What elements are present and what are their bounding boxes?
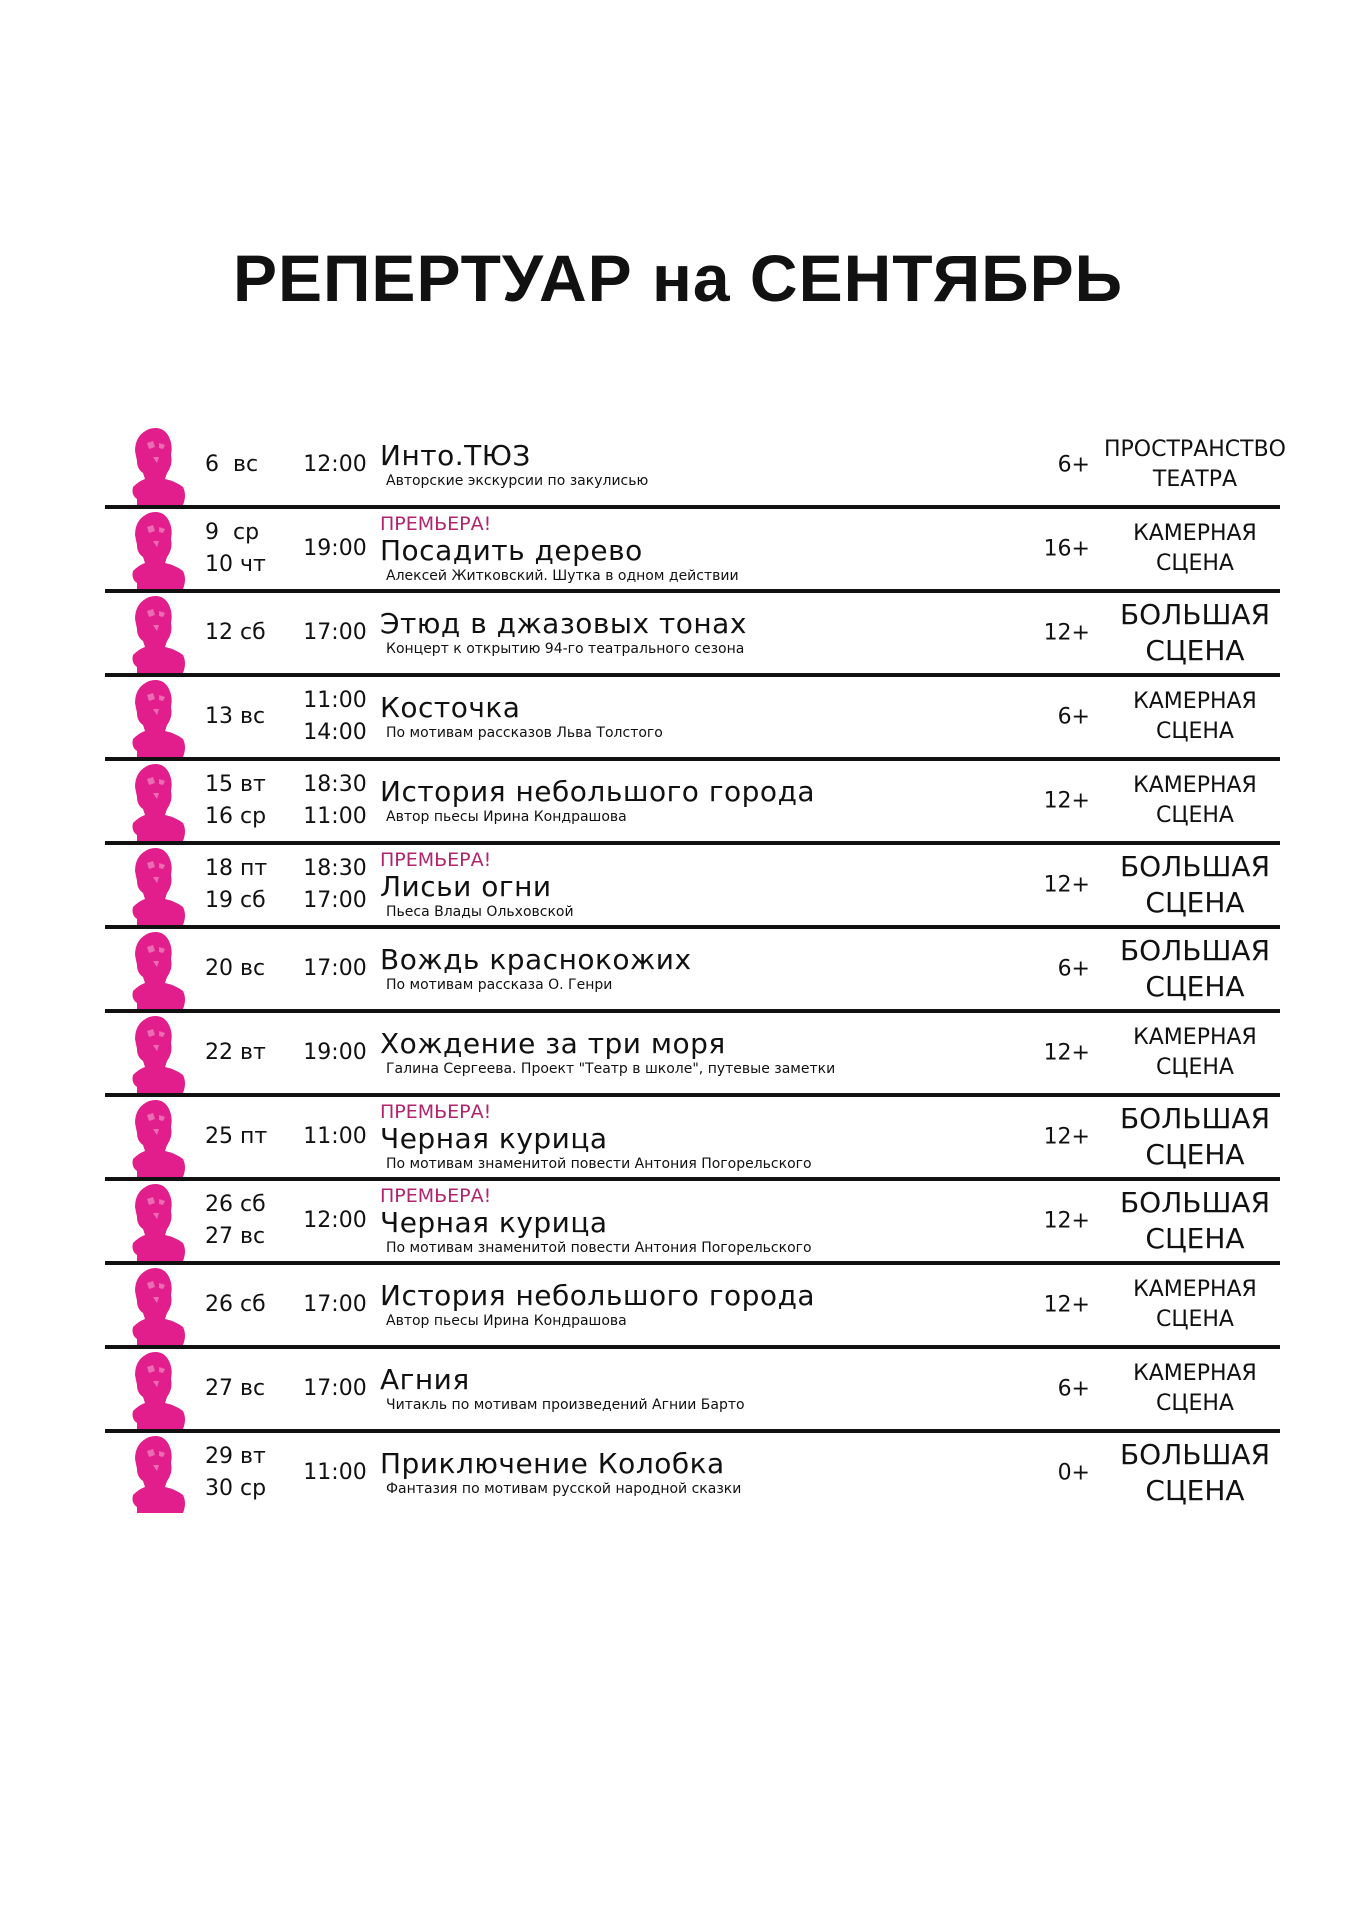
event-title-block	[380, 1364, 1030, 1414]
event-times	[290, 953, 380, 985]
show-title: Хождение за три моря	[380, 1027, 726, 1060]
event-date: 27 вс	[205, 1376, 266, 1401]
show-subtitle: Авторские экскурсии по закулисью	[386, 473, 649, 489]
event-time: 12:00	[303, 1208, 367, 1233]
age-rating: 6+	[1057, 704, 1090, 730]
bust-icon	[113, 925, 195, 1009]
bust-icon	[113, 1345, 195, 1429]
show-title: Вождь краснокожих	[380, 943, 692, 976]
event-title-block	[380, 1101, 1030, 1173]
event-row	[105, 1097, 1280, 1181]
event-dates	[205, 1037, 290, 1069]
event-date: 10 чт	[205, 552, 266, 577]
show-subtitle: Концерт к открытию 94-го театрального сезона	[386, 641, 745, 657]
venue-line: БОЛЬШАЯ	[1119, 934, 1271, 967]
show-title: Черная курица	[380, 1122, 608, 1155]
page-title: РЕПЕРТУАР на СЕНТЯБРЬ	[232, 241, 1124, 315]
event-time: 18:30	[303, 772, 367, 797]
event-date: 12 сб	[205, 620, 266, 645]
premiere-badge: ПРЕМЬЕРА!	[380, 1185, 492, 1207]
venue-line: БОЛЬШАЯ	[1119, 1186, 1271, 1219]
venue-line: КАМЕРНАЯ	[1133, 521, 1257, 546]
show-subtitle: По мотивам рассказа О. Генри	[386, 977, 613, 993]
venue-line: КАМЕРНАЯ	[1133, 773, 1257, 798]
show-title: Лисьи огни	[380, 870, 552, 903]
venue-line: СЦЕНА	[1156, 1055, 1234, 1080]
event-row	[105, 1013, 1280, 1097]
venue-line: ТЕАТРА	[1152, 467, 1238, 492]
event-title-block	[380, 1185, 1030, 1257]
event-dates	[205, 853, 290, 917]
age-rating: 6+	[1057, 452, 1090, 478]
bust-icon	[113, 1093, 195, 1177]
venue-line: СЦЕНА	[1145, 634, 1245, 667]
age-rating: 6+	[1057, 1376, 1090, 1402]
show-title: История небольшого города	[380, 1279, 816, 1312]
show-subtitle: По мотивам знаменитой повести Антония Погорельского	[386, 1240, 812, 1256]
age-rating: 12+	[1043, 1124, 1090, 1150]
venue-line: КАМЕРНАЯ	[1133, 689, 1257, 714]
venue-line: СЦЕНА	[1145, 1222, 1245, 1255]
venue	[1095, 771, 1295, 831]
venue	[1095, 687, 1295, 747]
show-subtitle: Алексей Житковский. Шутка в одном действии	[386, 568, 739, 584]
bust-icon	[113, 421, 195, 505]
show-title: Инто.ТЮЗ	[380, 439, 531, 472]
event-dates	[205, 1189, 290, 1253]
age-rating: 12+	[1043, 1040, 1090, 1066]
venue	[1095, 1185, 1295, 1257]
show-title: История небольшого города	[380, 775, 816, 808]
event-dates	[205, 449, 290, 481]
show-title: Косточка	[380, 691, 521, 724]
event-time: 12:00	[303, 452, 367, 477]
event-row	[105, 845, 1280, 929]
bust-icon	[113, 1261, 195, 1345]
venue-line: БОЛЬШАЯ	[1119, 1438, 1271, 1471]
event-date: 18 пт	[205, 856, 268, 881]
show-title: Приключение Колобка	[380, 1447, 725, 1480]
venue	[1095, 435, 1295, 495]
venue	[1095, 1359, 1295, 1419]
age-rating: 6+	[1057, 956, 1090, 982]
event-title-block	[380, 513, 1030, 585]
age-rating: 16+	[1043, 536, 1090, 562]
event-row	[105, 1265, 1280, 1349]
event-date: 13 вс	[205, 704, 266, 729]
show-subtitle: Пьеса Влады Ольховской	[386, 904, 574, 920]
premiere-badge: ПРЕМЬЕРА!	[380, 513, 492, 535]
event-dates	[205, 617, 290, 649]
show-subtitle: Читакль по мотивам произведений Агнии Барто	[386, 1397, 745, 1413]
event-date: 27 вс	[205, 1224, 266, 1249]
event-times	[290, 1037, 380, 1069]
bust-icon	[113, 1429, 195, 1513]
venue-line: КАМЕРНАЯ	[1133, 1025, 1257, 1050]
bust-icon	[113, 1177, 195, 1261]
show-title: Этюд в джазовых тонах	[380, 607, 747, 640]
event-times	[290, 685, 380, 749]
event-date: 9 ср	[205, 520, 260, 545]
event-date: 26 сб	[205, 1292, 266, 1317]
show-subtitle: Автор пьесы Ирина Кондрашова	[386, 809, 627, 825]
venue	[1095, 1101, 1295, 1173]
age-rating: 12+	[1043, 788, 1090, 814]
venue-line: КАМЕРНАЯ	[1133, 1361, 1257, 1386]
venue	[1095, 1023, 1295, 1083]
venue-line: ПРОСТРАНСТВО	[1104, 437, 1286, 462]
event-time: 17:00	[303, 1376, 367, 1401]
venue-line: СЦЕНА	[1145, 886, 1245, 919]
event-dates	[205, 701, 290, 733]
age-rating: 0+	[1057, 1460, 1090, 1486]
show-subtitle: По мотивам знаменитой повести Антония Погорельского	[386, 1156, 812, 1172]
event-title-block	[380, 692, 1030, 742]
event-date: 19 сб	[205, 888, 266, 913]
event-dates	[205, 1121, 290, 1153]
event-title-block	[380, 440, 1030, 490]
event-date: 22 вт	[205, 1040, 266, 1065]
event-row	[105, 1181, 1280, 1265]
venue	[1095, 519, 1295, 579]
event-row	[105, 677, 1280, 761]
event-date: 26 сб	[205, 1192, 266, 1217]
event-date: 6 вс	[205, 452, 259, 477]
event-title-block	[380, 1028, 1030, 1078]
show-subtitle: Фантазия по мотивам русской народной сказки	[386, 1481, 742, 1497]
event-dates	[205, 517, 290, 581]
event-time: 17:00	[303, 888, 367, 913]
event-title-block	[380, 849, 1030, 921]
event-row	[105, 1349, 1280, 1433]
age-rating: 12+	[1043, 1208, 1090, 1234]
event-title-block	[380, 944, 1030, 994]
show-title: Агния	[380, 1363, 470, 1396]
venue-line: СЦЕНА	[1145, 970, 1245, 1003]
event-times	[290, 769, 380, 833]
event-title-block	[380, 1280, 1030, 1330]
event-time: 11:00	[303, 1124, 367, 1149]
event-row	[105, 761, 1280, 845]
venue-line: СЦЕНА	[1145, 1138, 1245, 1171]
event-date: 20 вс	[205, 956, 266, 981]
event-times	[290, 1205, 380, 1237]
event-times	[290, 1373, 380, 1405]
venue	[1095, 933, 1295, 1005]
bust-icon	[113, 1009, 195, 1093]
venue	[1095, 1437, 1295, 1509]
event-row	[105, 593, 1280, 677]
event-title-block	[380, 776, 1030, 826]
event-time: 11:00	[303, 688, 367, 713]
venue-line: СЦЕНА	[1156, 803, 1234, 828]
premiere-badge: ПРЕМЬЕРА!	[380, 1101, 492, 1123]
event-time: 19:00	[303, 1040, 367, 1065]
event-dates	[205, 1289, 290, 1321]
event-date: 30 ср	[205, 1476, 267, 1501]
age-rating: 12+	[1043, 620, 1090, 646]
event-row	[105, 1433, 1280, 1513]
bust-icon	[113, 673, 195, 757]
event-time: 17:00	[303, 1292, 367, 1317]
event-dates	[205, 769, 290, 833]
event-times	[290, 533, 380, 565]
venue-line: СЦЕНА	[1156, 1391, 1234, 1416]
event-time: 17:00	[303, 956, 367, 981]
age-rating: 12+	[1043, 872, 1090, 898]
bust-icon	[113, 589, 195, 673]
event-time: 19:00	[303, 536, 367, 561]
venue-line: КАМЕРНАЯ	[1133, 1277, 1257, 1302]
venue	[1095, 1275, 1295, 1335]
event-times	[290, 1289, 380, 1321]
event-time: 11:00	[303, 804, 367, 829]
venue	[1095, 597, 1295, 669]
event-date: 16 ср	[205, 804, 267, 829]
event-times	[290, 449, 380, 481]
venue	[1095, 849, 1295, 921]
event-time: 14:00	[303, 720, 367, 745]
venue-line: СЦЕНА	[1156, 1307, 1234, 1332]
schedule-list	[105, 425, 1286, 1513]
bust-icon	[113, 841, 195, 925]
event-time: 11:00	[303, 1460, 367, 1485]
event-row	[105, 425, 1286, 509]
event-time: 17:00	[303, 620, 367, 645]
bust-icon	[113, 757, 195, 841]
event-dates	[205, 953, 290, 985]
venue-line: БОЛЬШАЯ	[1119, 1102, 1271, 1135]
premiere-badge: ПРЕМЬЕРА!	[380, 849, 492, 871]
event-time: 18:30	[303, 856, 367, 881]
event-row	[105, 929, 1280, 1013]
show-title: Черная курица	[380, 1206, 608, 1239]
event-times	[290, 1121, 380, 1153]
age-rating: 12+	[1043, 1292, 1090, 1318]
venue-line: СЦЕНА	[1156, 719, 1234, 744]
event-title-block	[380, 1448, 1030, 1498]
show-subtitle: Автор пьесы Ирина Кондрашова	[386, 1313, 627, 1329]
show-title: Посадить дерево	[380, 534, 643, 567]
venue-line: СЦЕНА	[1145, 1474, 1245, 1507]
event-dates	[205, 1373, 290, 1405]
event-title-block	[380, 608, 1030, 658]
event-date: 15 вт	[205, 772, 266, 797]
event-times	[290, 617, 380, 649]
event-times	[290, 1457, 380, 1489]
venue-line: БОЛЬШАЯ	[1119, 850, 1271, 883]
venue-line: СЦЕНА	[1156, 551, 1234, 576]
bust-icon	[113, 505, 195, 589]
venue-line: БОЛЬШАЯ	[1119, 598, 1271, 631]
event-times	[290, 853, 380, 917]
show-subtitle: По мотивам рассказов Льва Толстого	[386, 725, 663, 741]
event-row	[105, 509, 1280, 593]
show-subtitle: Галина Сергеева. Проект "Театр в школе", путевые заметки	[386, 1061, 836, 1077]
event-date: 29 вт	[205, 1444, 266, 1469]
event-dates	[205, 1441, 290, 1505]
event-date: 25 пт	[205, 1124, 268, 1149]
